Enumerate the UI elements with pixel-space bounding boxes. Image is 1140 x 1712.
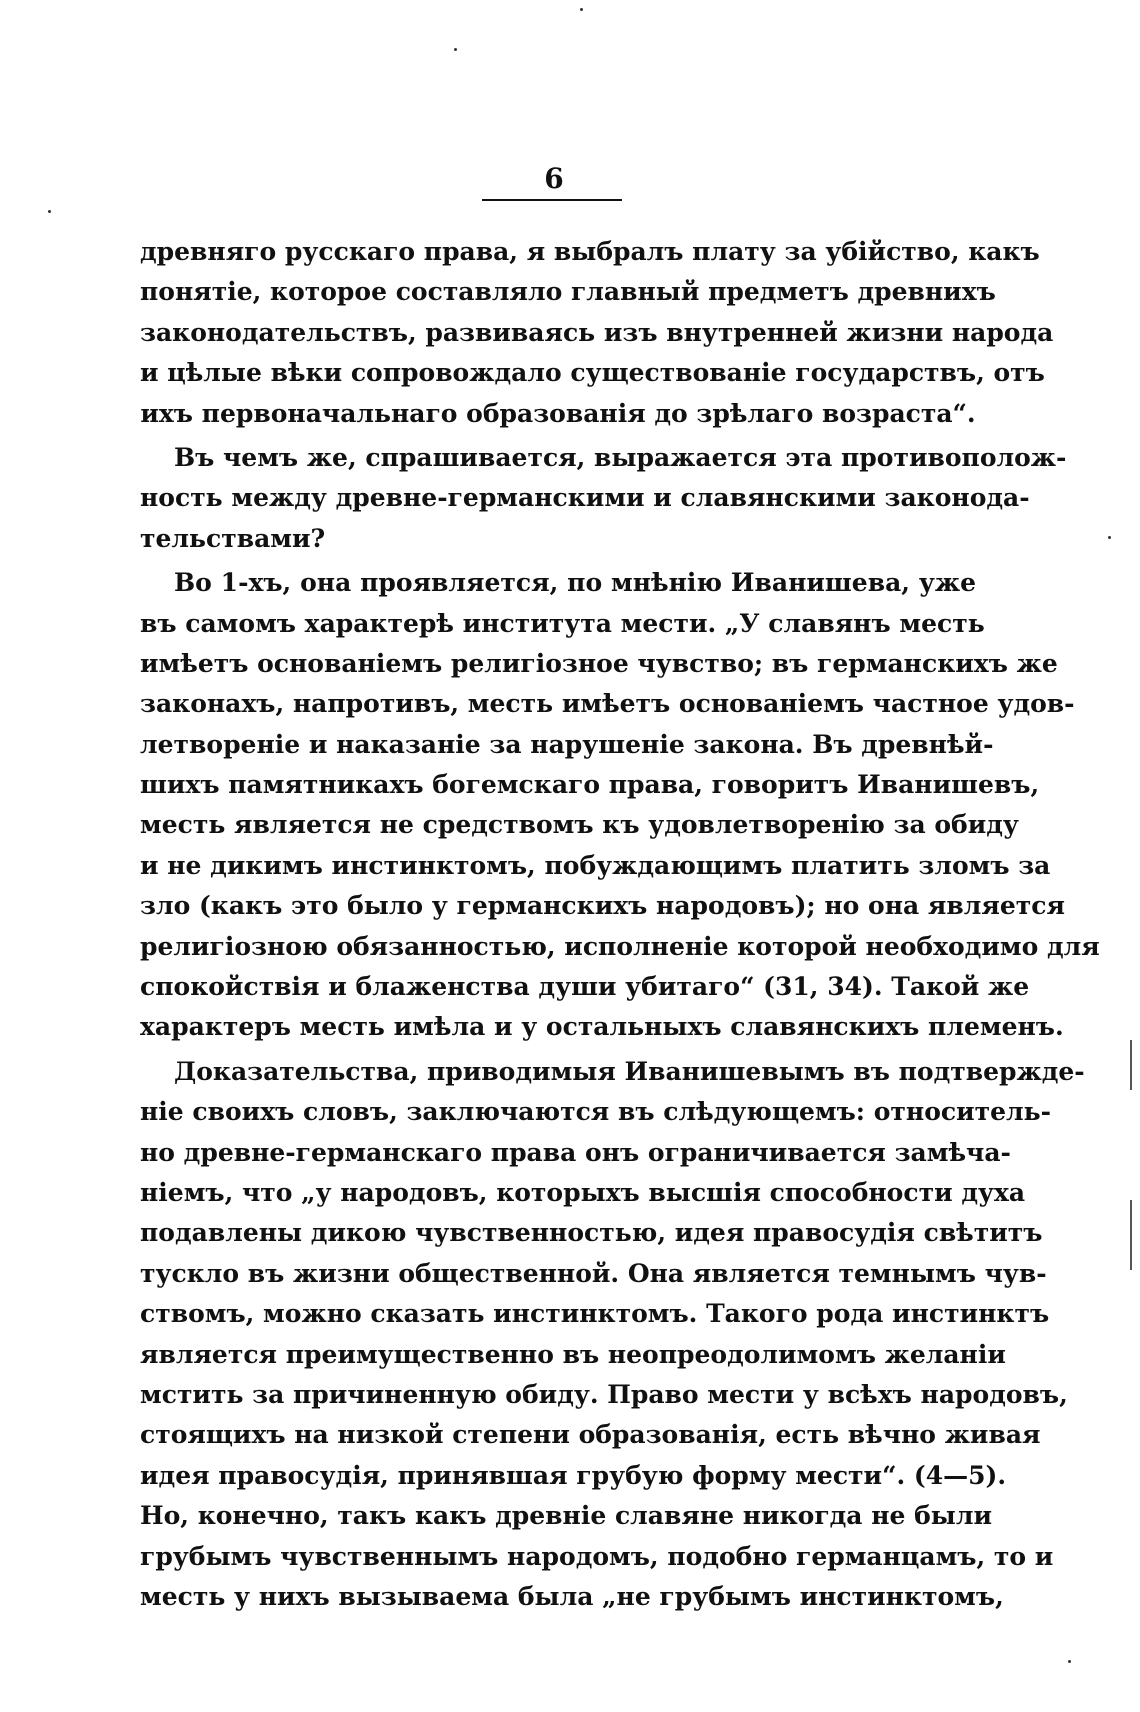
text-line: понятіе, которое составляло главный предметъ древнихъ xyxy=(140,277,996,307)
scan-speck xyxy=(580,8,583,11)
body-text xyxy=(140,232,1100,1617)
text-line: но древне-германскаго права онъ ограничивается замѣча- xyxy=(140,1137,1011,1167)
scan-speck xyxy=(1068,1660,1071,1663)
paragraph-start-line: Во 1-хъ, она проявляется, по мнѣнію Иванишева, уже xyxy=(174,568,976,598)
scan-edge-mark xyxy=(1130,1200,1132,1270)
text-line: является преимущественно въ неопреодолимомъ желаніи xyxy=(140,1339,1006,1369)
text-line: ихъ первоначальнаго образованія до зрѣлаго возраста“. xyxy=(140,398,976,428)
text-line: ность между древне-германскими и славянскими законода- xyxy=(140,483,1030,513)
text-line: Но, конечно, такъ какъ древніе славяне никогда не были xyxy=(140,1501,993,1531)
paragraph-start-line: Доказательства, приводимыя Иванишевымъ въ подтвержде- xyxy=(174,1056,1085,1086)
text-line: имѣетъ основаніемъ религіозное чувство; въ германскихъ же xyxy=(140,648,1058,678)
text-line: мстить за причиненную обиду. Право мести у всѣхъ народовъ, xyxy=(140,1379,1068,1409)
text-line: законахъ, напротивъ, месть имѣетъ основаніемъ частное удов- xyxy=(140,689,1075,719)
text-line: грубымъ чувственнымъ народомъ, подобно германцамъ, то и xyxy=(140,1541,1054,1571)
text-line: стоящихъ на низкой степени образованія, есть вѣчно живая xyxy=(140,1420,1041,1450)
text-line: месть является не средствомъ къ удовлетворенію за обиду xyxy=(140,810,1019,840)
text-line: ніемъ, что „у народовъ, которыхъ высшія способности духа xyxy=(140,1177,1026,1207)
text-line: ніе своихъ словъ, заключаются въ слѣдующемъ: относитель- xyxy=(140,1097,1051,1127)
text-line: тельствами? xyxy=(140,523,326,553)
text-line: въ самомъ характерѣ института мести. „У славянъ месть xyxy=(140,608,985,638)
text-line: месть у нихъ вызываема была „не грубымъ инстинктомъ, xyxy=(140,1581,1004,1611)
page-number: 6 xyxy=(544,162,564,195)
scan-speck xyxy=(1108,536,1111,539)
text-line: характеръ месть имѣла и у остальныхъ славянскихъ племенъ. xyxy=(140,1012,1064,1042)
text-line: спокойствія и блаженства души убитаго“ (31, 34). Такой же xyxy=(140,972,1030,1002)
scan-speck xyxy=(48,210,51,213)
text-line: тускло въ жизни общественной. Она является темнымъ чув- xyxy=(140,1258,1047,1288)
text-line: религіозною обязанностью, исполненіе которой необходимо для xyxy=(140,931,1100,961)
text-line: законодательствъ, развиваясь изъ внутренней жизни народа xyxy=(140,317,1054,347)
text-line: шихъ памятникахъ богемскаго права, говоритъ Иванишевъ, xyxy=(140,770,1040,800)
text-line: летвореніе и наказаніе за нарушеніе закона. Въ древнѣй- xyxy=(140,729,994,759)
scan-speck xyxy=(454,48,457,51)
header-rule xyxy=(482,199,622,201)
text-line: ствомъ, можно сказать инстинктомъ. Такого рода инстинктъ xyxy=(140,1299,1050,1329)
paragraph-start-line: Въ чемъ же, спрашивается, выражается эта противополож- xyxy=(174,442,1067,472)
scan-edge-mark xyxy=(1130,1040,1132,1090)
text-line: и цѣлые вѣки сопровождало существованіе государствъ, отъ xyxy=(140,358,1045,388)
text-line: подавлены дикою чувственностью, идея правосудія свѣтитъ xyxy=(140,1218,1043,1248)
text-line: зло (какъ это было у германскихъ народовъ); но она является xyxy=(140,891,1065,921)
text-line: древняго русскаго права, я выбралъ плату за убійство, какъ xyxy=(140,237,1040,266)
text-line: идея правосудія, принявшая грубую форму мести“. (4—5). xyxy=(140,1460,1007,1490)
text-line: и не дикимъ инстинктомъ, побуждающимъ платить зломъ за xyxy=(140,850,1051,880)
